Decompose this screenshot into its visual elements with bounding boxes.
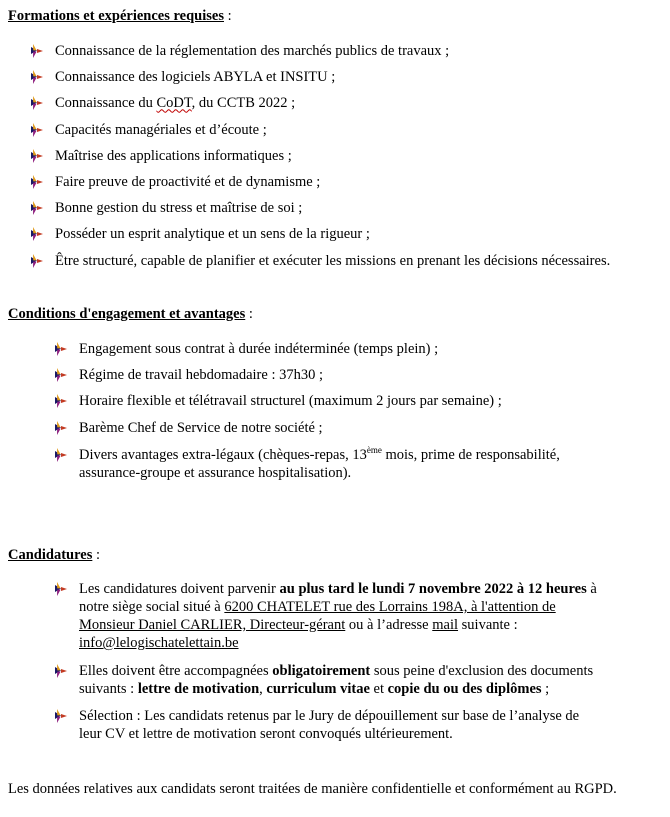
list-item bbox=[0, 121, 670, 139]
heading-text: Conditions d'engagement et avantages bbox=[8, 306, 246, 322]
bullet-arrow-icon bbox=[54, 368, 68, 382]
bullet-arrow-icon bbox=[54, 394, 68, 408]
section-title-conditions bbox=[8, 305, 253, 323]
bullet-arrow-icon bbox=[54, 342, 68, 356]
list-item-text: Engagement sous contrat à durée indéterminée (temps plein) ; bbox=[79, 341, 439, 357]
list-item-text: Horaire flexible et télétravail structurel (maximum 2 jours par semaine) ; bbox=[79, 393, 502, 410]
list-item bbox=[0, 366, 670, 384]
list-item-text: Maîtrise des applications informatiques ; bbox=[55, 147, 292, 164]
address-text: 6200 CHATELET rue des Lorrains 198A, à l'attention de bbox=[224, 599, 556, 615]
deadline-bold: au plus tard le lundi 7 novembre 2022 à 12 heures bbox=[279, 581, 587, 597]
bullet-arrow-icon bbox=[54, 664, 68, 678]
bullet-arrow-icon bbox=[30, 149, 44, 163]
bullet-arrow-icon bbox=[54, 448, 68, 462]
section-title-candidatures bbox=[8, 546, 100, 564]
bullet-arrow-icon bbox=[30, 96, 44, 110]
bullet-arrow-icon bbox=[30, 254, 44, 268]
text-part: et bbox=[369, 681, 388, 697]
text-part: mois, prime de responsabilité, bbox=[381, 447, 560, 463]
heading-colon: : bbox=[245, 306, 253, 322]
text-part: ou à l’adresse bbox=[345, 617, 433, 633]
bullet-arrow-icon bbox=[30, 123, 44, 137]
text-part: ; bbox=[541, 681, 550, 697]
spellcheck-word: CoDT bbox=[156, 95, 192, 112]
heading-text: Candidatures bbox=[8, 547, 93, 563]
text-part: suivante : bbox=[458, 617, 518, 633]
superscript: ème bbox=[366, 445, 382, 455]
heading-text: Formations et expériences requises bbox=[8, 8, 224, 24]
bold-text: curriculum vitae bbox=[266, 681, 370, 697]
text-part: sous peine d'exclusion des documents bbox=[370, 663, 594, 679]
text-part: leur CV et lettre de motivation seront convoqués ultérieurement. bbox=[79, 726, 453, 742]
list-item-text: Faire preuve de proactivité et de dynamisme ; bbox=[55, 174, 321, 190]
section-title-formations bbox=[8, 7, 232, 25]
text-part: , du CCTB 2022 ; bbox=[191, 95, 296, 112]
footer-note: Les données relatives aux candidats seront traitées de manière confidentielle et conformément au RGPD. bbox=[8, 781, 617, 797]
heading-colon: : bbox=[92, 547, 100, 563]
list-item-text bbox=[79, 580, 664, 652]
list-item bbox=[0, 419, 670, 437]
list-item bbox=[0, 42, 670, 60]
bullet-arrow-icon bbox=[54, 709, 68, 723]
list-item bbox=[0, 94, 670, 112]
list-item bbox=[0, 252, 670, 270]
list-item-text: Régime de travail hebdomadaire : 37h30 ; bbox=[79, 367, 324, 384]
bullet-arrow-icon bbox=[30, 227, 44, 241]
list-item-text bbox=[79, 446, 664, 482]
bullet-arrow-icon bbox=[54, 421, 68, 435]
contact-name: Monsieur Daniel CARLIER, Directeur-gérant bbox=[79, 617, 346, 633]
bold-text: lettre de motivation bbox=[137, 681, 260, 697]
list-item bbox=[0, 199, 670, 217]
list-item-text bbox=[55, 94, 295, 112]
list-item-text bbox=[79, 662, 664, 698]
list-item bbox=[0, 68, 670, 86]
list-item-text: Bonne gestion du stress et maîtrise de soi ; bbox=[55, 200, 303, 217]
list-item bbox=[0, 225, 670, 243]
mail-word: mail bbox=[432, 617, 459, 633]
text-part: Sélection : Les candidats retenus par le Jury de dépouillement sur base de l’analyse de bbox=[79, 708, 580, 724]
list-item-text: Barème Chef de Service de notre société ; bbox=[79, 419, 323, 436]
list-item-text: Capacités managériales et d’écoute ; bbox=[55, 121, 267, 138]
bullet-arrow-icon bbox=[54, 582, 68, 596]
text-part: Divers avantages extra-légaux (chèques-repas, 13 bbox=[79, 447, 367, 463]
bold-text: copie du ou des diplômes bbox=[387, 681, 542, 697]
list-item bbox=[0, 173, 670, 191]
bullet-arrow-icon bbox=[30, 44, 44, 58]
list-item bbox=[0, 340, 670, 358]
bullet-arrow-icon bbox=[30, 70, 44, 84]
list-item bbox=[0, 147, 670, 165]
text-part: Connaissance du bbox=[55, 95, 157, 112]
text-part: assurance-groupe et assurance hospitalisation). bbox=[79, 465, 352, 481]
text-part: suivants : bbox=[79, 681, 138, 697]
email-link[interactable]: info@lelogischatelettain.be bbox=[79, 635, 239, 651]
list-item bbox=[0, 392, 670, 410]
list-item-text: Connaissance de la réglementation des marchés publics de travaux ; bbox=[55, 43, 450, 59]
list-item-text bbox=[79, 707, 664, 743]
text-part: , bbox=[259, 681, 267, 697]
bold-text: obligatoirement bbox=[272, 663, 371, 679]
text-part: à bbox=[586, 581, 597, 597]
heading-colon: : bbox=[223, 8, 232, 24]
list-item-text: Connaissance des logiciels ABYLA et INSITU ; bbox=[55, 69, 336, 86]
text-part: notre siège social situé à bbox=[79, 599, 225, 615]
text-part: Elles doivent être accompagnées bbox=[79, 663, 273, 679]
list-item-text: Posséder un esprit analytique et un sens de la rigueur ; bbox=[55, 226, 370, 243]
bullet-arrow-icon bbox=[30, 175, 44, 189]
text-part: Les candidatures doivent parvenir bbox=[79, 581, 280, 597]
bullet-arrow-icon bbox=[30, 201, 44, 215]
list-item-text: Être structuré, capable de planifier et exécuter les missions en prenant les décisions nécessaires. bbox=[55, 252, 611, 269]
